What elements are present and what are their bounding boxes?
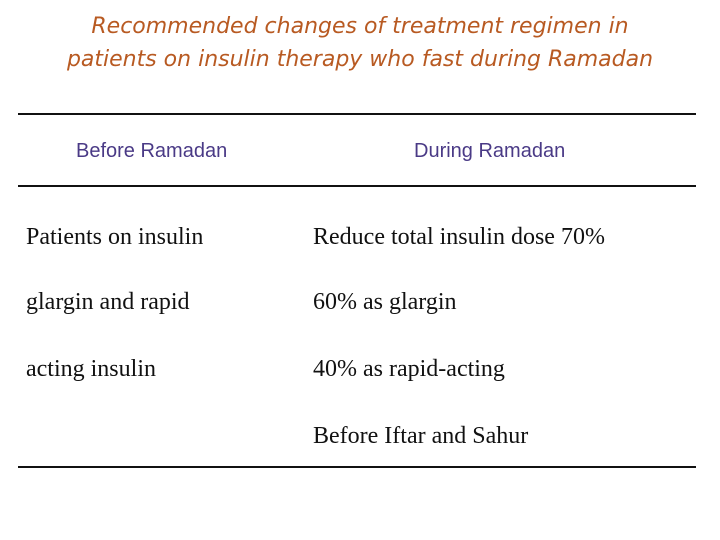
slide-title-line-2: patients on insulin therapy who fast during Ramadan xyxy=(66,47,654,72)
header-bottom-rule xyxy=(18,185,696,187)
before-line-3: acting insulin xyxy=(26,356,156,382)
slide-title-line-1: Recommended changes of treatment regimen in xyxy=(91,14,629,39)
during-line-1: Reduce total insulin dose 70% xyxy=(313,224,605,250)
slide-title xyxy=(0,10,720,76)
during-line-4: Before Iftar and Sahur xyxy=(313,423,529,449)
header-before-ramadan: Before Ramadan xyxy=(76,140,228,162)
before-line-2: glargin and rapid xyxy=(26,289,190,315)
during-line-3: 40% as rapid-acting xyxy=(313,356,505,382)
header-during-ramadan: During Ramadan xyxy=(414,140,566,162)
before-line-1: Patients on insulin xyxy=(26,224,204,250)
table-bottom-rule xyxy=(18,466,696,468)
during-line-2: 60% as glargin xyxy=(313,289,457,315)
table-top-rule xyxy=(18,113,696,115)
